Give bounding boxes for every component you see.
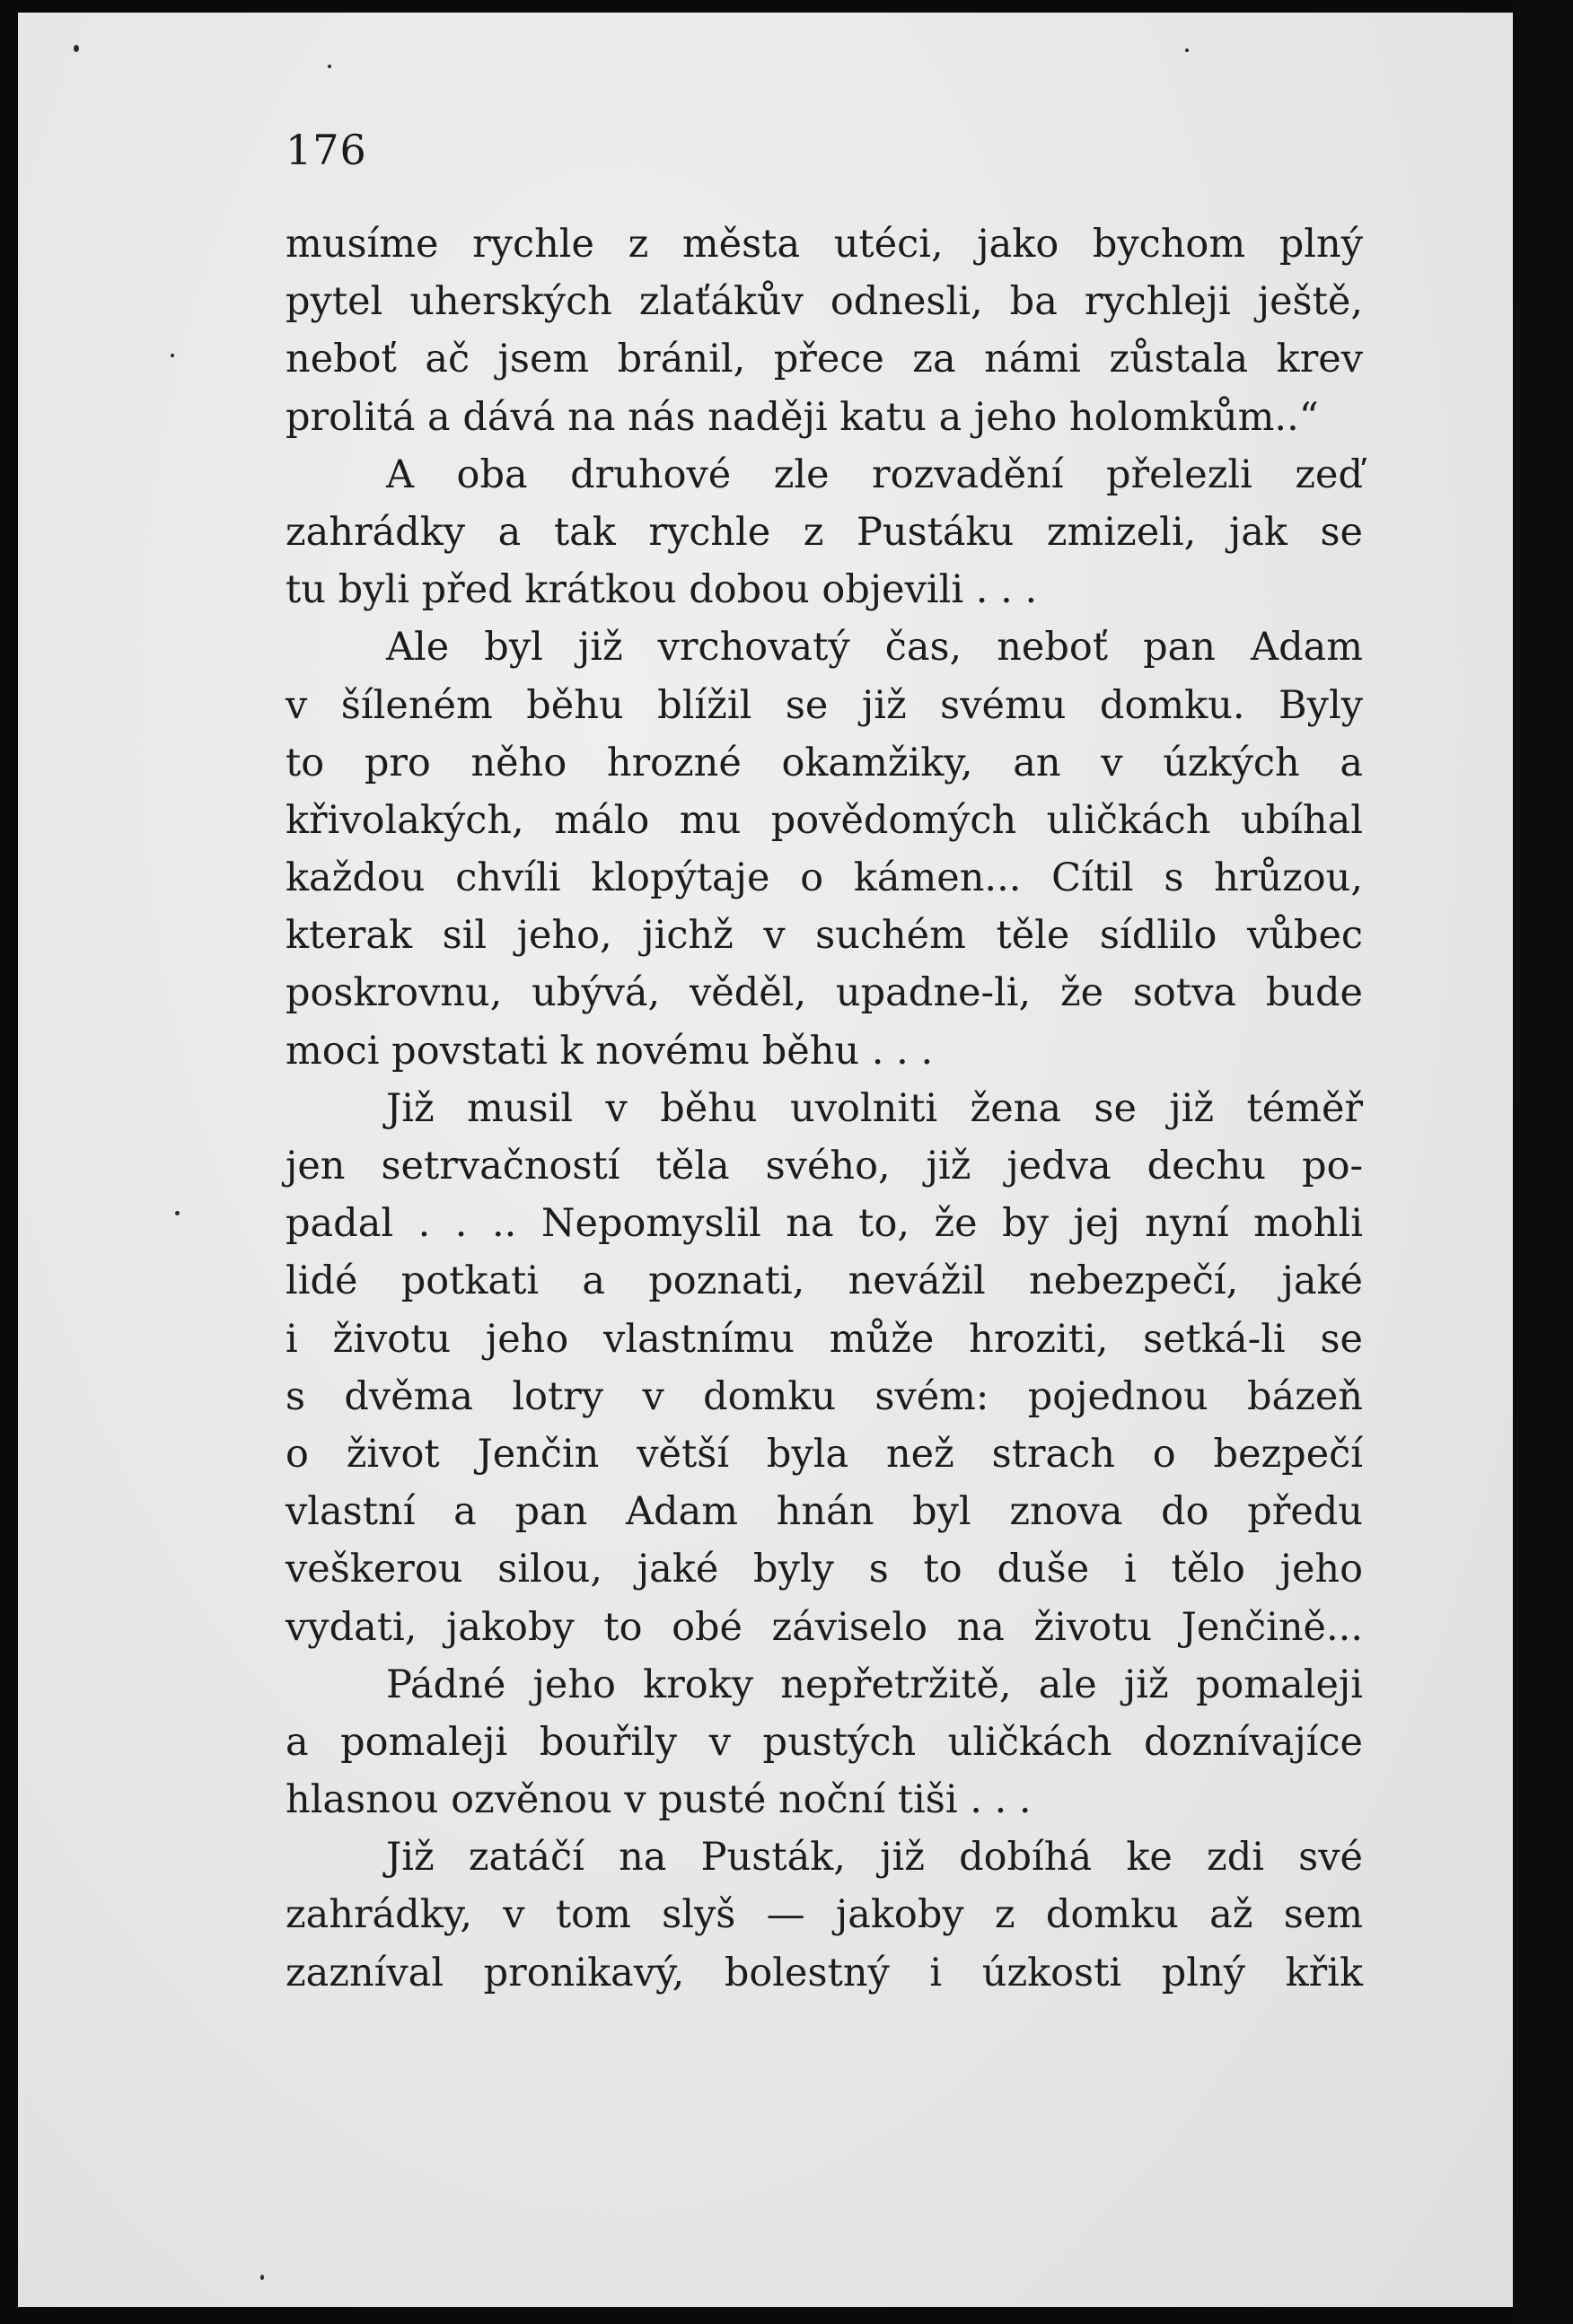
text-line: zazníval pronikavý, bolestný i úzkosti plný křik <box>286 1950 1363 1995</box>
text-line: vydati, jakoby to obé záviselo na životu Jenčině... <box>286 1604 1363 1650</box>
text-line: neboť ač jsem bránil, přece za námi zůstala krev <box>286 337 1363 382</box>
text-line: prolitá a dává na nás naději katu a jeho holomkům..“ <box>286 394 1319 440</box>
ink-speck <box>328 65 331 68</box>
text-line: padal . . .. Nepomyslil na to, že by jej nyní mohli <box>286 1201 1363 1247</box>
text-line: Již musil v běhu uvolniti žena se již téměř <box>386 1085 1363 1131</box>
text-line: jen setrvačností těla svého, již jedva dechu po- <box>286 1144 1363 1188</box>
text-line: musíme rychle z města utéci, jako bychom plný <box>286 222 1363 267</box>
text-line: s dvěma lotry v domku svém: pojednou bázeň <box>286 1373 1363 1419</box>
text-line: A oba druhové zle rozvadění přelezli zeď <box>386 452 1363 497</box>
text-line: lidé potkati a poznati, nevážil nebezpečí, jaké <box>286 1258 1363 1304</box>
text-line: veškerou silou, jaké byly s to duše i tělo jeho <box>286 1547 1363 1592</box>
page-number: 176 <box>286 126 367 174</box>
scan-edge-dark <box>1513 0 1573 2324</box>
ink-speck <box>1185 48 1189 52</box>
text-line: hlasnou ozvěnou v pusté noční tiši . . . <box>286 1777 1032 1823</box>
text-line: zahrádky a tak rychle z Pustáku zmizeli, jak se <box>286 509 1363 555</box>
text-line: tu byli před krátkou dobou objevili . . . <box>286 567 1038 613</box>
text-line: kterak sil jeho, jichž v suchém těle sídlilo vůbec <box>286 913 1363 959</box>
text-line: pytel uherských zlaťákův odnesli, ba rychleji ještě, <box>286 279 1363 325</box>
ink-speck <box>260 2275 264 2280</box>
text-line: i životu jeho vlastnímu může hroziti, setká-li se <box>286 1316 1363 1362</box>
text-line: v šíleném běhu blížil se již svému domku. Byly <box>286 682 1363 728</box>
text-line: o život Jenčin větší byla než strach o bezpečí <box>286 1431 1363 1477</box>
ink-speck <box>74 45 79 52</box>
text-line: to pro něho hrozné okamžiky, an v úzkých a <box>286 740 1363 785</box>
text-line: Pádné jeho kroky nepřetržitě, ale již pomaleji <box>386 1662 1363 1707</box>
ink-speck <box>171 354 174 357</box>
text-line: poskrovnu, ubývá, věděl, upadne-li, že sotva bude <box>286 970 1363 1016</box>
text-line: křivolakých, málo mu povědomých uličkách ubíhal <box>286 797 1363 843</box>
text-line: každou chvíli klopýtaje o kámen... Cítil s hrůzou, <box>286 855 1363 901</box>
text-line: moci povstati k novému běhu . . . <box>286 1028 934 1074</box>
ink-speck <box>175 1211 180 1215</box>
body-text <box>286 215 1363 2002</box>
text-line: a pomaleji bouřily v pustých uličkách doznívajíce <box>286 1719 1363 1765</box>
text-line: vlastní a pan Adam hnán byl znova do předu <box>286 1489 1363 1535</box>
text-line: Ale byl již vrchovatý čas, neboť pan Adam <box>386 625 1363 671</box>
text-line: zahrádky, v tom slyš — jakoby z domku až sem <box>286 1892 1363 1938</box>
text-line: Již zatáčí na Pusták, již dobíhá ke zdi své <box>386 1835 1363 1881</box>
